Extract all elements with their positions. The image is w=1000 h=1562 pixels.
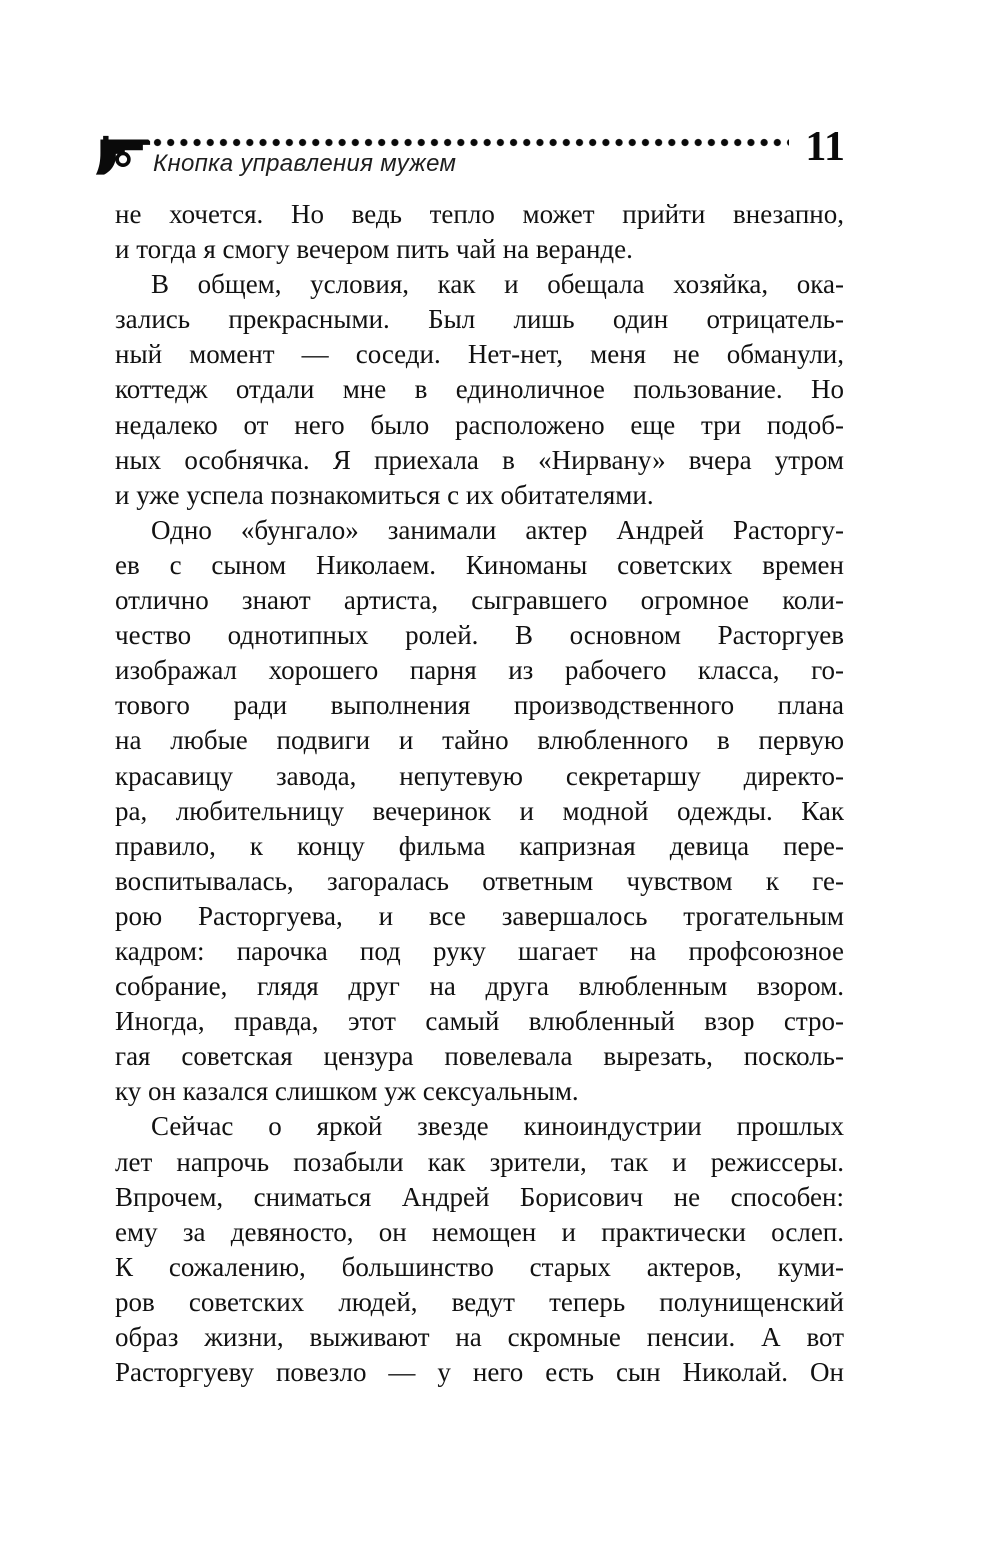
- text-line: изображал хорошего парня из рабочего класса, го-: [115, 655, 844, 686]
- text-line: и тогда я смогу вечером пить чай на веранде.: [115, 234, 633, 265]
- text-line: и уже успела познакомиться с их обитателями.: [115, 479, 654, 510]
- text-line: собрание, глядя друг на друга влюбленным взором.: [115, 971, 844, 1002]
- text-line: Иногда, правда, этот самый влюбленный взор стро-: [115, 1006, 844, 1037]
- text-line: гая советская цензура повелевала вырезать, посколь-: [115, 1041, 844, 1072]
- text-line: не хочется. Но ведь тепло может прийти внезапно,: [115, 199, 844, 229]
- text-block: [115, 197, 844, 1390]
- text-line: Впрочем, сниматься Андрей Борисович не способен:: [115, 1181, 844, 1212]
- text-line: образ жизни, выживают на скромные пенсии. А вот: [115, 1322, 844, 1352]
- text-line: ров советских людей, ведут теперь полунищенский: [115, 1286, 844, 1317]
- text-line: правило, к концу фильма капризная девица пере-: [115, 830, 844, 861]
- text-line: ных особнячка. Я приехала в «Нирвану» вчера утром: [115, 444, 844, 475]
- page-number: 11: [805, 124, 845, 170]
- text-line: недалеко от него было расположено еще три подоб-: [115, 409, 844, 440]
- text-line: красавицу завода, непутевую секретаршу директо-: [115, 760, 844, 791]
- text-line: В общем, условия, как и обещала хозяйка, ока-: [151, 269, 844, 300]
- text-line: ев с сыном Николаем. Киноманы советских времен: [115, 549, 844, 580]
- text-line: ный момент — соседи. Нет-нет, меня не обманули,: [115, 339, 844, 370]
- text-line: на любые подвиги и тайно влюбленного в первую: [115, 725, 844, 756]
- running-title: Кнопка управления мужем: [153, 150, 457, 177]
- text-line: рою Расторгуева, и все завершалось трогательным: [115, 900, 844, 931]
- text-line: Одно «бунгало» занимали актер Андрей Расторгу-: [151, 514, 844, 545]
- text-line: К сожалению, большинство старых актеров, куми-: [115, 1251, 844, 1282]
- text-line: чество однотипных ролей. В основном Расторгуев: [115, 620, 844, 651]
- pistol-icon: [95, 129, 151, 177]
- dotted-rule: [153, 138, 789, 147]
- text-line: Сейчас о яркой звезде киноиндустрии прошлых: [151, 1111, 844, 1142]
- text-line: ему за девяносто, он немощен и практически ослеп.: [115, 1216, 844, 1247]
- text-line: зались прекрасными. Был лишь один отрицатель-: [115, 304, 844, 335]
- text-line: тового ради выполнения производственного плана: [115, 690, 844, 721]
- text-line: коттедж отдали мне в единоличное пользование. Но: [115, 374, 844, 405]
- text-line: отлично знают артиста, сыгравшего огромное коли-: [115, 585, 844, 616]
- running-head: [95, 124, 845, 183]
- text-line: воспитывалась, загоралась ответным чувством к ге-: [115, 865, 844, 896]
- text-line: Расторгуеву повезло — у него есть сын Николай. Он: [115, 1357, 844, 1388]
- text-line: ра, любительницу вечеринок и модной одежды. Как: [115, 795, 844, 826]
- text-line: ку он казался слишком уж сексуальным.: [115, 1076, 579, 1107]
- text-line: лет напрочь позабыли как зрители, так и режиссеры.: [115, 1146, 844, 1177]
- text-line: кадром: парочка под руку шагает на профсоюзное: [115, 935, 844, 966]
